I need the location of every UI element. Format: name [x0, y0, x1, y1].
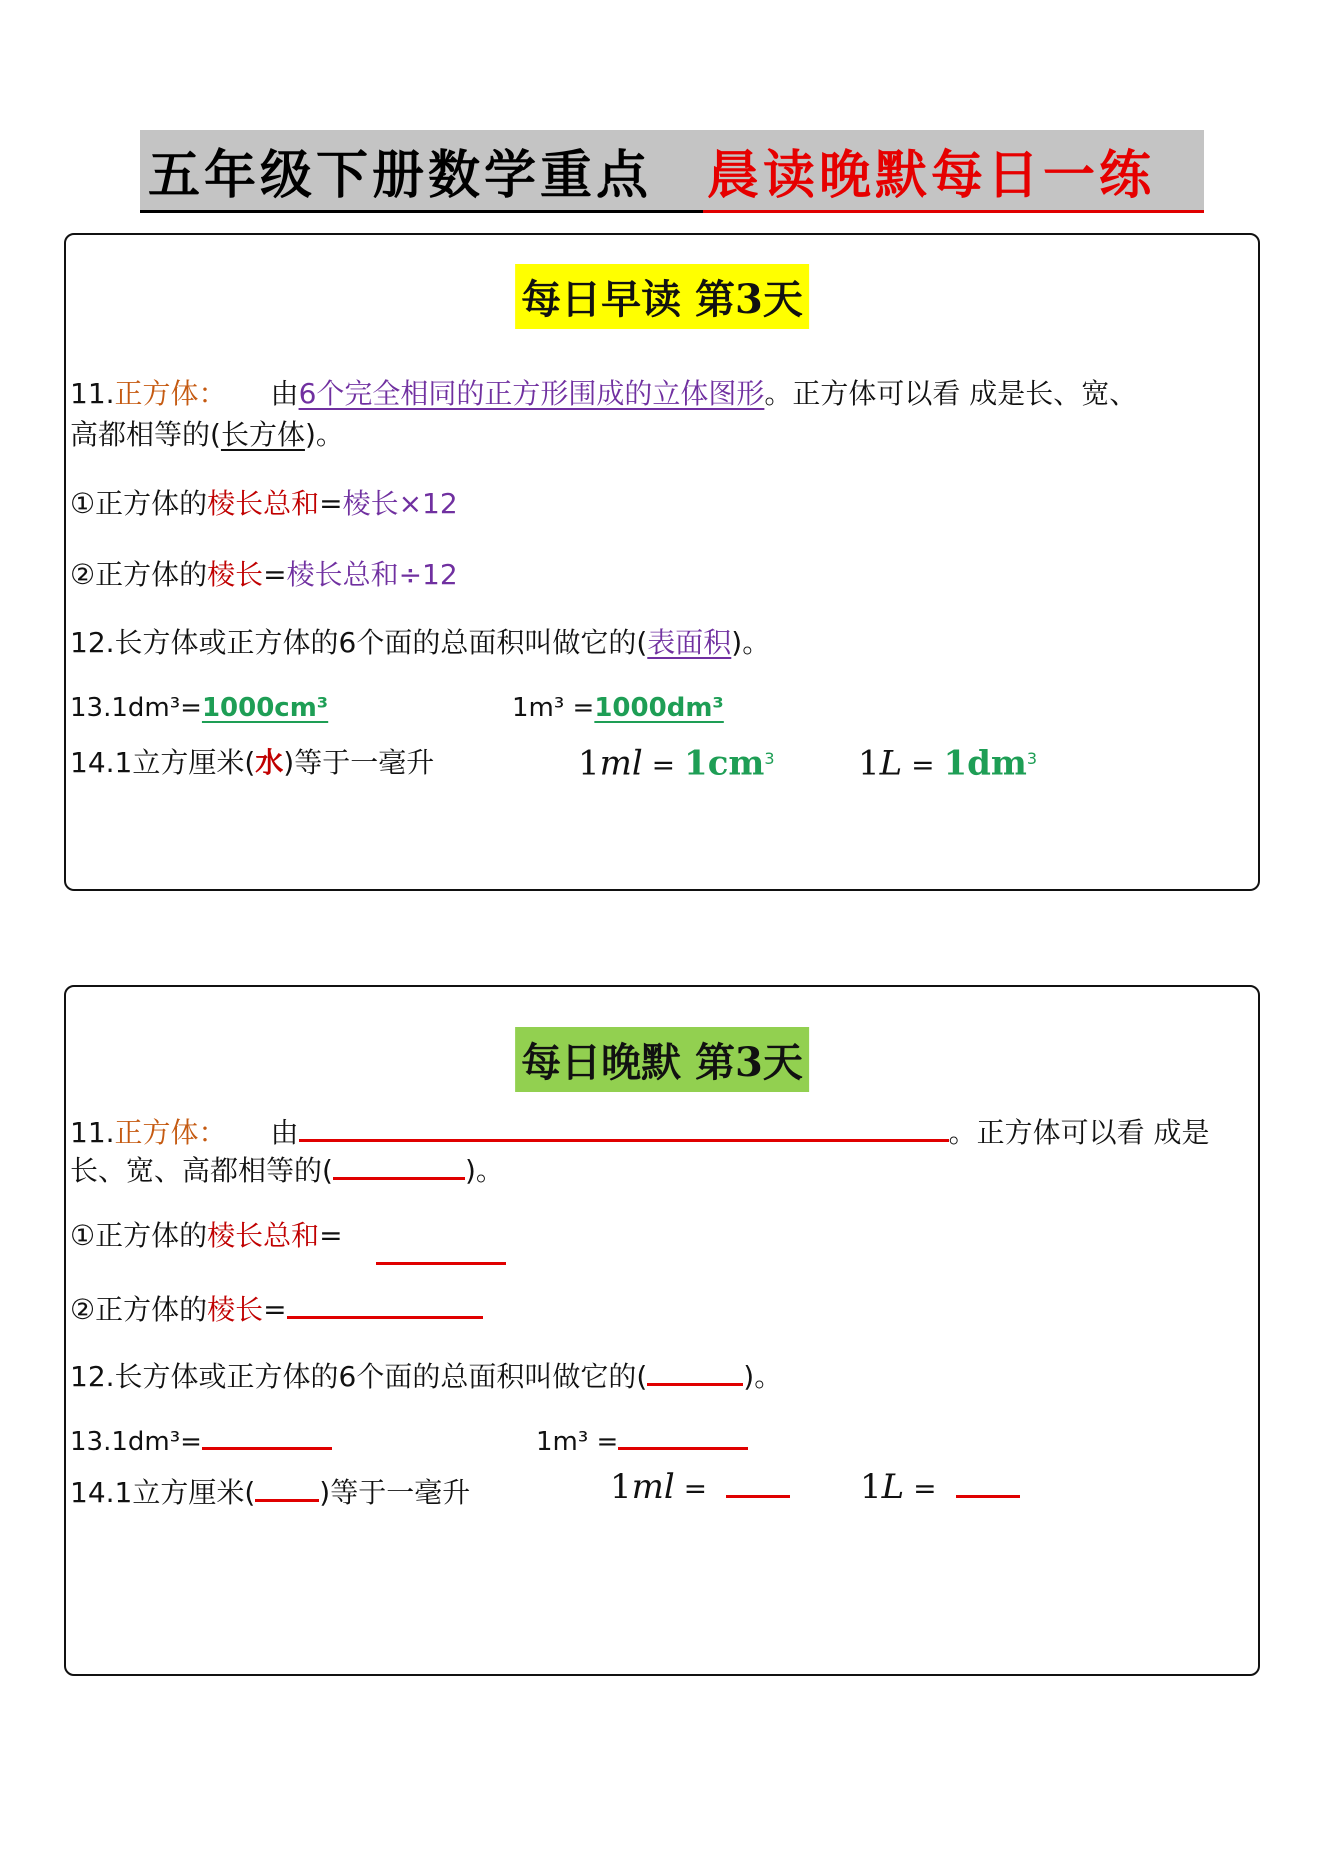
text: )。 — [304, 418, 344, 451]
title-black-segment — [140, 130, 703, 213]
term: 棱长 — [207, 558, 264, 591]
dm3-blank[interactable] — [202, 1417, 332, 1450]
answer-1cm3: 1cm — [684, 743, 765, 784]
morning-item-11-line1 — [70, 374, 1137, 414]
superscript: 3 — [1026, 749, 1038, 768]
cube-definition: 6个完全相同的正方形围成的立体图形 — [298, 377, 765, 410]
surface-area-blank[interactable] — [647, 1353, 743, 1386]
morning-formula-1 — [70, 484, 458, 524]
m3-blank[interactable] — [618, 1417, 748, 1450]
ml-equation — [610, 1465, 790, 1509]
answer-1dm3: 1dm — [943, 743, 1027, 784]
evening-item-12 — [70, 1353, 782, 1397]
evening-formula-2 — [70, 1286, 483, 1330]
formula-1-blank[interactable] — [376, 1262, 506, 1265]
answer-surface-area: 表面积 — [647, 626, 732, 659]
text-after-definition: 。正方体可以看 成是长、宽、 — [764, 377, 1138, 410]
text: )等于一毫升 — [283, 746, 435, 779]
unit: ml — [631, 1467, 675, 1507]
unit: ml — [599, 743, 643, 784]
answer-1000dm3: 1000dm³ — [594, 693, 724, 723]
morning-item-14 — [70, 743, 1038, 784]
item-13-right — [512, 688, 724, 728]
item-number: 11. — [70, 377, 115, 410]
num: 1 — [858, 743, 880, 784]
evening-recall-panel — [64, 985, 1260, 1676]
text-after-blank: 。正方体可以看 成是 — [948, 1116, 1210, 1149]
text: ②正方体的 — [70, 1293, 208, 1326]
morning-item-13 — [70, 688, 724, 728]
rhs: 棱长总和÷12 — [286, 558, 458, 591]
equals: = — [911, 748, 935, 782]
l-blank[interactable] — [956, 1465, 1020, 1498]
equals: = — [263, 1293, 287, 1326]
equals: = — [319, 487, 343, 520]
morning-day-tag: 每日早读 第3天 — [515, 264, 809, 329]
text: )。 — [743, 1360, 783, 1393]
text: 长、宽、高都相等的( — [70, 1154, 333, 1187]
text: 13.1dm³= — [70, 693, 202, 723]
equals: = — [319, 1219, 343, 1252]
equals: = — [913, 1472, 937, 1505]
answer-water: 水 — [255, 746, 284, 779]
cube-term: 正方体： — [114, 1116, 227, 1149]
evening-day-tag: 每日晚默 第3天 — [515, 1027, 809, 1092]
text: )。 — [464, 1154, 504, 1187]
text: 14.1立方厘米( — [70, 1476, 256, 1509]
ml-equation — [578, 739, 775, 785]
title-part1: 五年级下册数学重点 — [148, 144, 653, 206]
text: )。 — [731, 626, 771, 659]
text: 12.长方体或正方体的6个面的总面积叫做它的( — [70, 626, 648, 659]
rhs: 棱长×12 — [342, 487, 458, 520]
text: ①正方体的 — [70, 487, 208, 520]
item-13-right — [536, 1417, 748, 1462]
equals: = — [263, 558, 287, 591]
water-blank[interactable] — [255, 1469, 319, 1502]
title-red-segment — [703, 130, 1204, 213]
text: 14.1立方厘米( — [70, 746, 256, 779]
text: )等于一毫升 — [319, 1476, 471, 1509]
equals: = — [683, 1472, 708, 1505]
text: 高都相等的( — [70, 418, 221, 451]
term: 棱长 — [207, 1293, 264, 1326]
superscript: 3 — [764, 749, 775, 768]
text: ①正方体的 — [70, 1219, 208, 1252]
answer-cuboid: 长方体 — [220, 418, 305, 451]
morning-item-12 — [70, 623, 770, 663]
equals: = — [651, 748, 676, 782]
text-you: 由 — [270, 1116, 299, 1149]
term: 棱长总和 — [207, 1219, 320, 1252]
text-you: 由 — [270, 377, 299, 410]
definition-blank[interactable] — [299, 1109, 949, 1142]
num: 1 — [610, 1467, 632, 1507]
evening-formula-1 — [70, 1216, 343, 1256]
num: 1 — [860, 1467, 882, 1507]
text: 12.长方体或正方体的6个面的总面积叫做它的( — [70, 1360, 648, 1393]
term: 棱长总和 — [207, 487, 320, 520]
text: 13.1dm³= — [70, 1427, 202, 1457]
morning-item-11-line2 — [70, 415, 344, 455]
cuboid-blank[interactable] — [333, 1147, 465, 1180]
text: ②正方体的 — [70, 558, 208, 591]
cube-term: 正方体： — [114, 377, 227, 410]
evening-item-13 — [70, 1417, 619, 1462]
answer-1000cm3: 1000cm³ — [201, 693, 329, 723]
page-title — [140, 130, 1204, 212]
ml-blank[interactable] — [726, 1465, 790, 1498]
item-number: 11. — [70, 1116, 115, 1149]
unit: L — [881, 1467, 905, 1507]
evening-item-11-line2 — [70, 1147, 504, 1191]
evening-item-14 — [70, 1467, 937, 1513]
unit: L — [879, 743, 903, 784]
l-equation — [860, 1465, 1020, 1509]
morning-formula-2 — [70, 555, 458, 595]
num: 1 — [578, 743, 600, 784]
title-part2: 晨读晚默每日一练 — [707, 144, 1156, 206]
morning-reading-panel — [64, 233, 1260, 891]
l-equation — [858, 739, 1037, 785]
formula-2-blank[interactable] — [287, 1286, 483, 1319]
text: 1m³ = — [536, 1427, 619, 1457]
text: 1m³ = — [512, 693, 595, 723]
